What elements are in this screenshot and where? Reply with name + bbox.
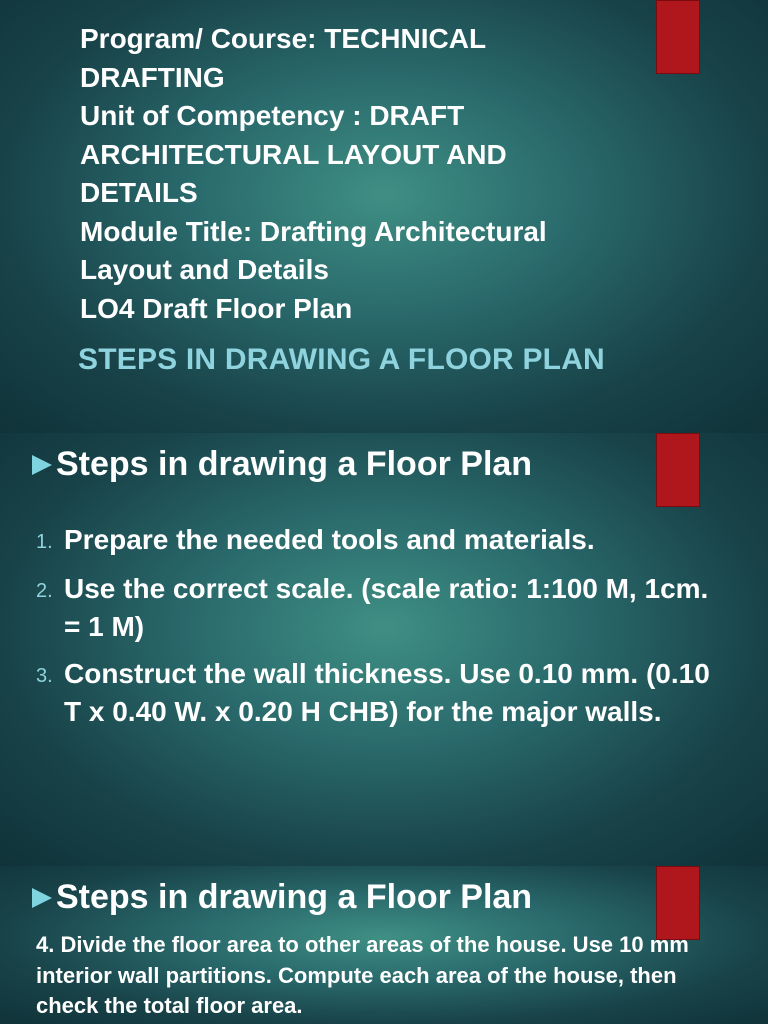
heading-text: Steps in drawing a Floor Plan [56, 878, 533, 916]
title-line: Unit of Competency : DRAFT [80, 100, 465, 131]
steps-list [36, 521, 716, 740]
triangle-right-icon [32, 888, 52, 908]
step-number: 1. [36, 531, 53, 553]
title-block [80, 20, 640, 328]
step-text: Construct the wall thickness. Use 0.10 mm. (0.10 T x 0.40 W. x 0.20 H CHB) for the major walls. [64, 657, 710, 727]
title-line: ARCHITECTURAL LAYOUT AND [80, 138, 507, 170]
slide-subtitle: STEPS IN DRAWING A FLOOR PLAN [78, 343, 605, 376]
slide-title [0, 0, 768, 433]
red-accent-bar [656, 866, 700, 940]
slide-heading [32, 445, 532, 484]
heading-text: Steps in drawing a Floor Plan [56, 445, 533, 483]
title-line: Module Title: Drafting Architectural [80, 215, 547, 247]
red-accent-bar [656, 433, 700, 507]
slide-heading [32, 878, 532, 917]
title-line: Program/ Course: TECHNICAL [80, 23, 487, 54]
step-text: Use the correct scale. (scale ratio: 1:100 M, 1cm. = 1 M) [64, 572, 709, 642]
title-line: DRAFTING [80, 61, 225, 93]
step-four-text: 4. Divide the floor area to other areas of the house. Use 10 mm interior wall partitions. Compute each area of the house, then check the total floor area. [36, 932, 689, 1018]
red-accent-bar [656, 0, 700, 74]
slide-step-4 [0, 866, 768, 1024]
list-item [36, 570, 716, 647]
step-text: Prepare the needed tools and materials. [64, 524, 595, 555]
step-number: 2. [36, 579, 53, 602]
list-item [36, 521, 716, 562]
step-number: 3. [36, 664, 53, 687]
title-line: DETAILS [80, 177, 198, 208]
title-line: Layout and Details [80, 254, 329, 285]
title-line: LO4 Draft Floor Plan [80, 292, 353, 324]
triangle-right-icon [32, 455, 52, 475]
list-item [36, 655, 716, 732]
slide-steps-1-3 [0, 433, 768, 866]
